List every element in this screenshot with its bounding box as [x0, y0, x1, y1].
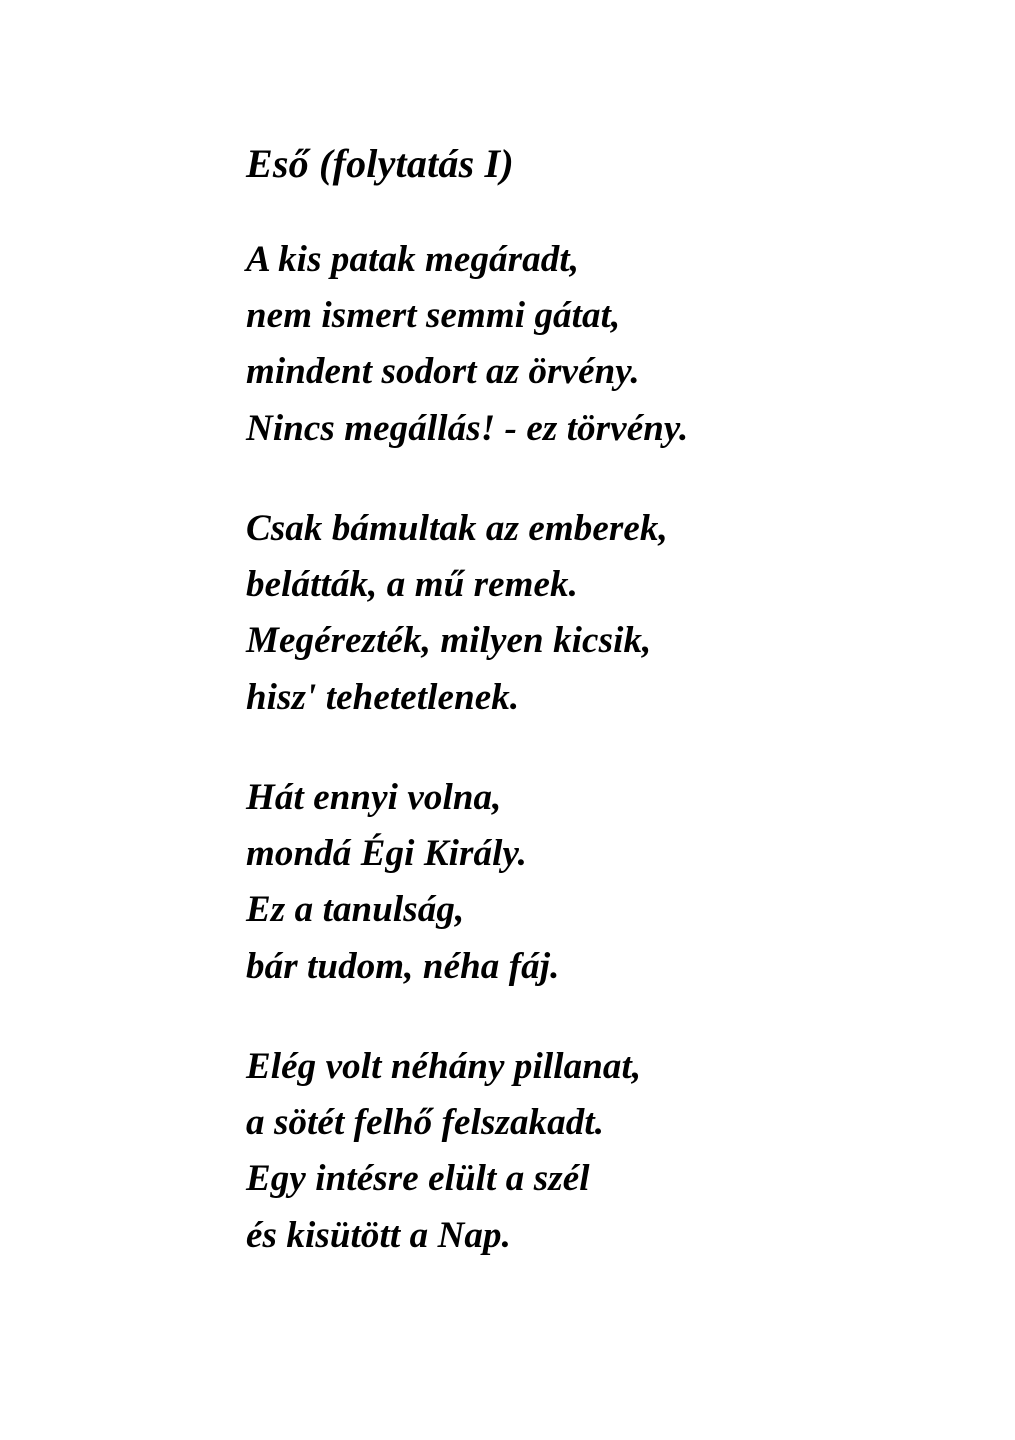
- poem-line: Elég volt néhány pillanat,: [246, 1045, 642, 1087]
- stanza-1: [246, 232, 1015, 457]
- poem-line: belátták, a mű remek.: [246, 564, 578, 606]
- poem-line: és kisütött a Nap.: [246, 1214, 511, 1256]
- stanza-3: [246, 770, 1015, 995]
- poem-line: mindent sodort az örvény.: [246, 351, 640, 393]
- poem-line: bár tudom, néha fáj.: [246, 945, 560, 987]
- poem-line: a sötét felhő felszakadt.: [246, 1102, 605, 1144]
- stanza-4: [246, 1039, 1015, 1264]
- poem-line: Csak bámultak az emberek,: [246, 507, 668, 549]
- poem-line: mondá Égi Király.: [246, 833, 527, 875]
- poem-line: Ez a tanulság,: [246, 889, 465, 931]
- poem-line: hisz' tehetetlenek.: [246, 676, 520, 718]
- poem-line: nem ismert semmi gátat,: [246, 295, 621, 337]
- poem-line: Megérezték, milyen kicsik,: [246, 620, 652, 662]
- poem-line: Hát ennyi volna,: [246, 776, 502, 818]
- poem-line: Egy intésre elült a szél: [246, 1158, 590, 1200]
- poem-line: Nincs megállás! - ez törvény.: [246, 407, 689, 449]
- page-title: Eső (folytatás I): [246, 141, 514, 186]
- poem-line: A kis patak megáradt,: [246, 239, 580, 280]
- stanza-2: [246, 501, 1015, 726]
